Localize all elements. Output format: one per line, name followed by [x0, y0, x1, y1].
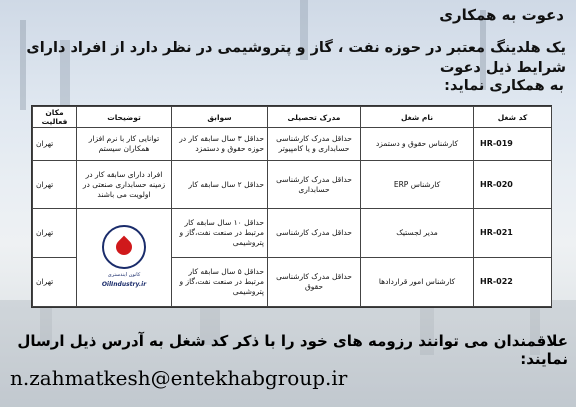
job-experience: حداقل ۲ سال سابقه کار [172, 161, 268, 209]
contact-email[interactable]: n.zahmatkesh@entekhabgroup.ir [10, 366, 348, 390]
table-header-row [33, 107, 552, 128]
logo-name: کانون ایندستری [107, 271, 141, 278]
job-location: تهران [33, 208, 77, 257]
table-row [33, 161, 552, 209]
header-degree: مدرک تحصیلی [268, 107, 361, 128]
jobs-table [31, 105, 552, 308]
job-degree: حداقل مدرک کارشناسی حقوق [268, 257, 361, 306]
job-notes: توانایی کار با نرم افزار همکاران سیستم [77, 128, 172, 161]
job-code: HR-022 [474, 257, 552, 306]
logo-cell [77, 208, 172, 306]
job-title: کارشناس ERP [361, 161, 474, 209]
header-location: مکان فعالیت [33, 107, 77, 128]
header-notes: توضیحات [77, 107, 172, 128]
header-job-code: کد شغل [474, 107, 552, 128]
job-title: کارشناس حقوق و دستمزد [361, 128, 474, 161]
job-title: کارشناس امور قراردادها [361, 257, 474, 306]
oilindustry-logo [80, 225, 168, 290]
poster-subtitle-continued: به همکاری نماید: [444, 78, 564, 94]
job-location: تهران [33, 128, 77, 161]
header-job-title: نام شغل [361, 107, 474, 128]
job-experience: حداقل ۳ سال سابقه کار در حوزه حقوق و دستمزد [172, 128, 268, 161]
job-experience: حداقل ۵ سال سابقه کار مرتبط در صنعت نفت،گاز و پتروشیمی [172, 257, 268, 306]
logo-emblem [102, 225, 146, 269]
table-row [33, 208, 552, 257]
job-code: HR-020 [474, 161, 552, 209]
call-to-action: علاقمندان می توانند رزومه های خود را با ذکر کد شغل به آدرس ذیل ارسال نمایند: [17, 332, 568, 368]
job-location: تهران [33, 257, 77, 306]
poster-title: دعوت به همکاری [439, 6, 564, 24]
poster-subtitle: یک هلدینگ معتبر در حوزه نفت ، گاز و پتروشیمی در نظر دارد از افراد دارای شرایط ذیل دعوت [26, 40, 566, 76]
job-degree: حداقل مدرک کارشناسی حسابداری [268, 161, 361, 209]
job-location: تهران [33, 161, 77, 209]
logo-url: OilIndustry.ir [101, 280, 147, 288]
job-degree: حداقل مدرک کارشناسی [268, 208, 361, 257]
job-experience: حداقل ۱۰ سال سابقه کار مرتبط در صنعت نفت،گاز و پتروشیمی [172, 208, 268, 257]
job-title: مدیر لجستیک [361, 208, 474, 257]
job-notes: افراد دارای سابقه کار در زمینه حسابداری صنعتی در اولویت می باشند [77, 161, 172, 209]
table-row [33, 128, 552, 161]
job-code: HR-019 [474, 128, 552, 161]
oil-drop-icon [113, 236, 136, 259]
job-code: HR-021 [474, 208, 552, 257]
header-experience: سوابق [172, 107, 268, 128]
job-degree: حداقل مدرک کارشناسی حسابداری و یا کامپیوتر [268, 128, 361, 161]
